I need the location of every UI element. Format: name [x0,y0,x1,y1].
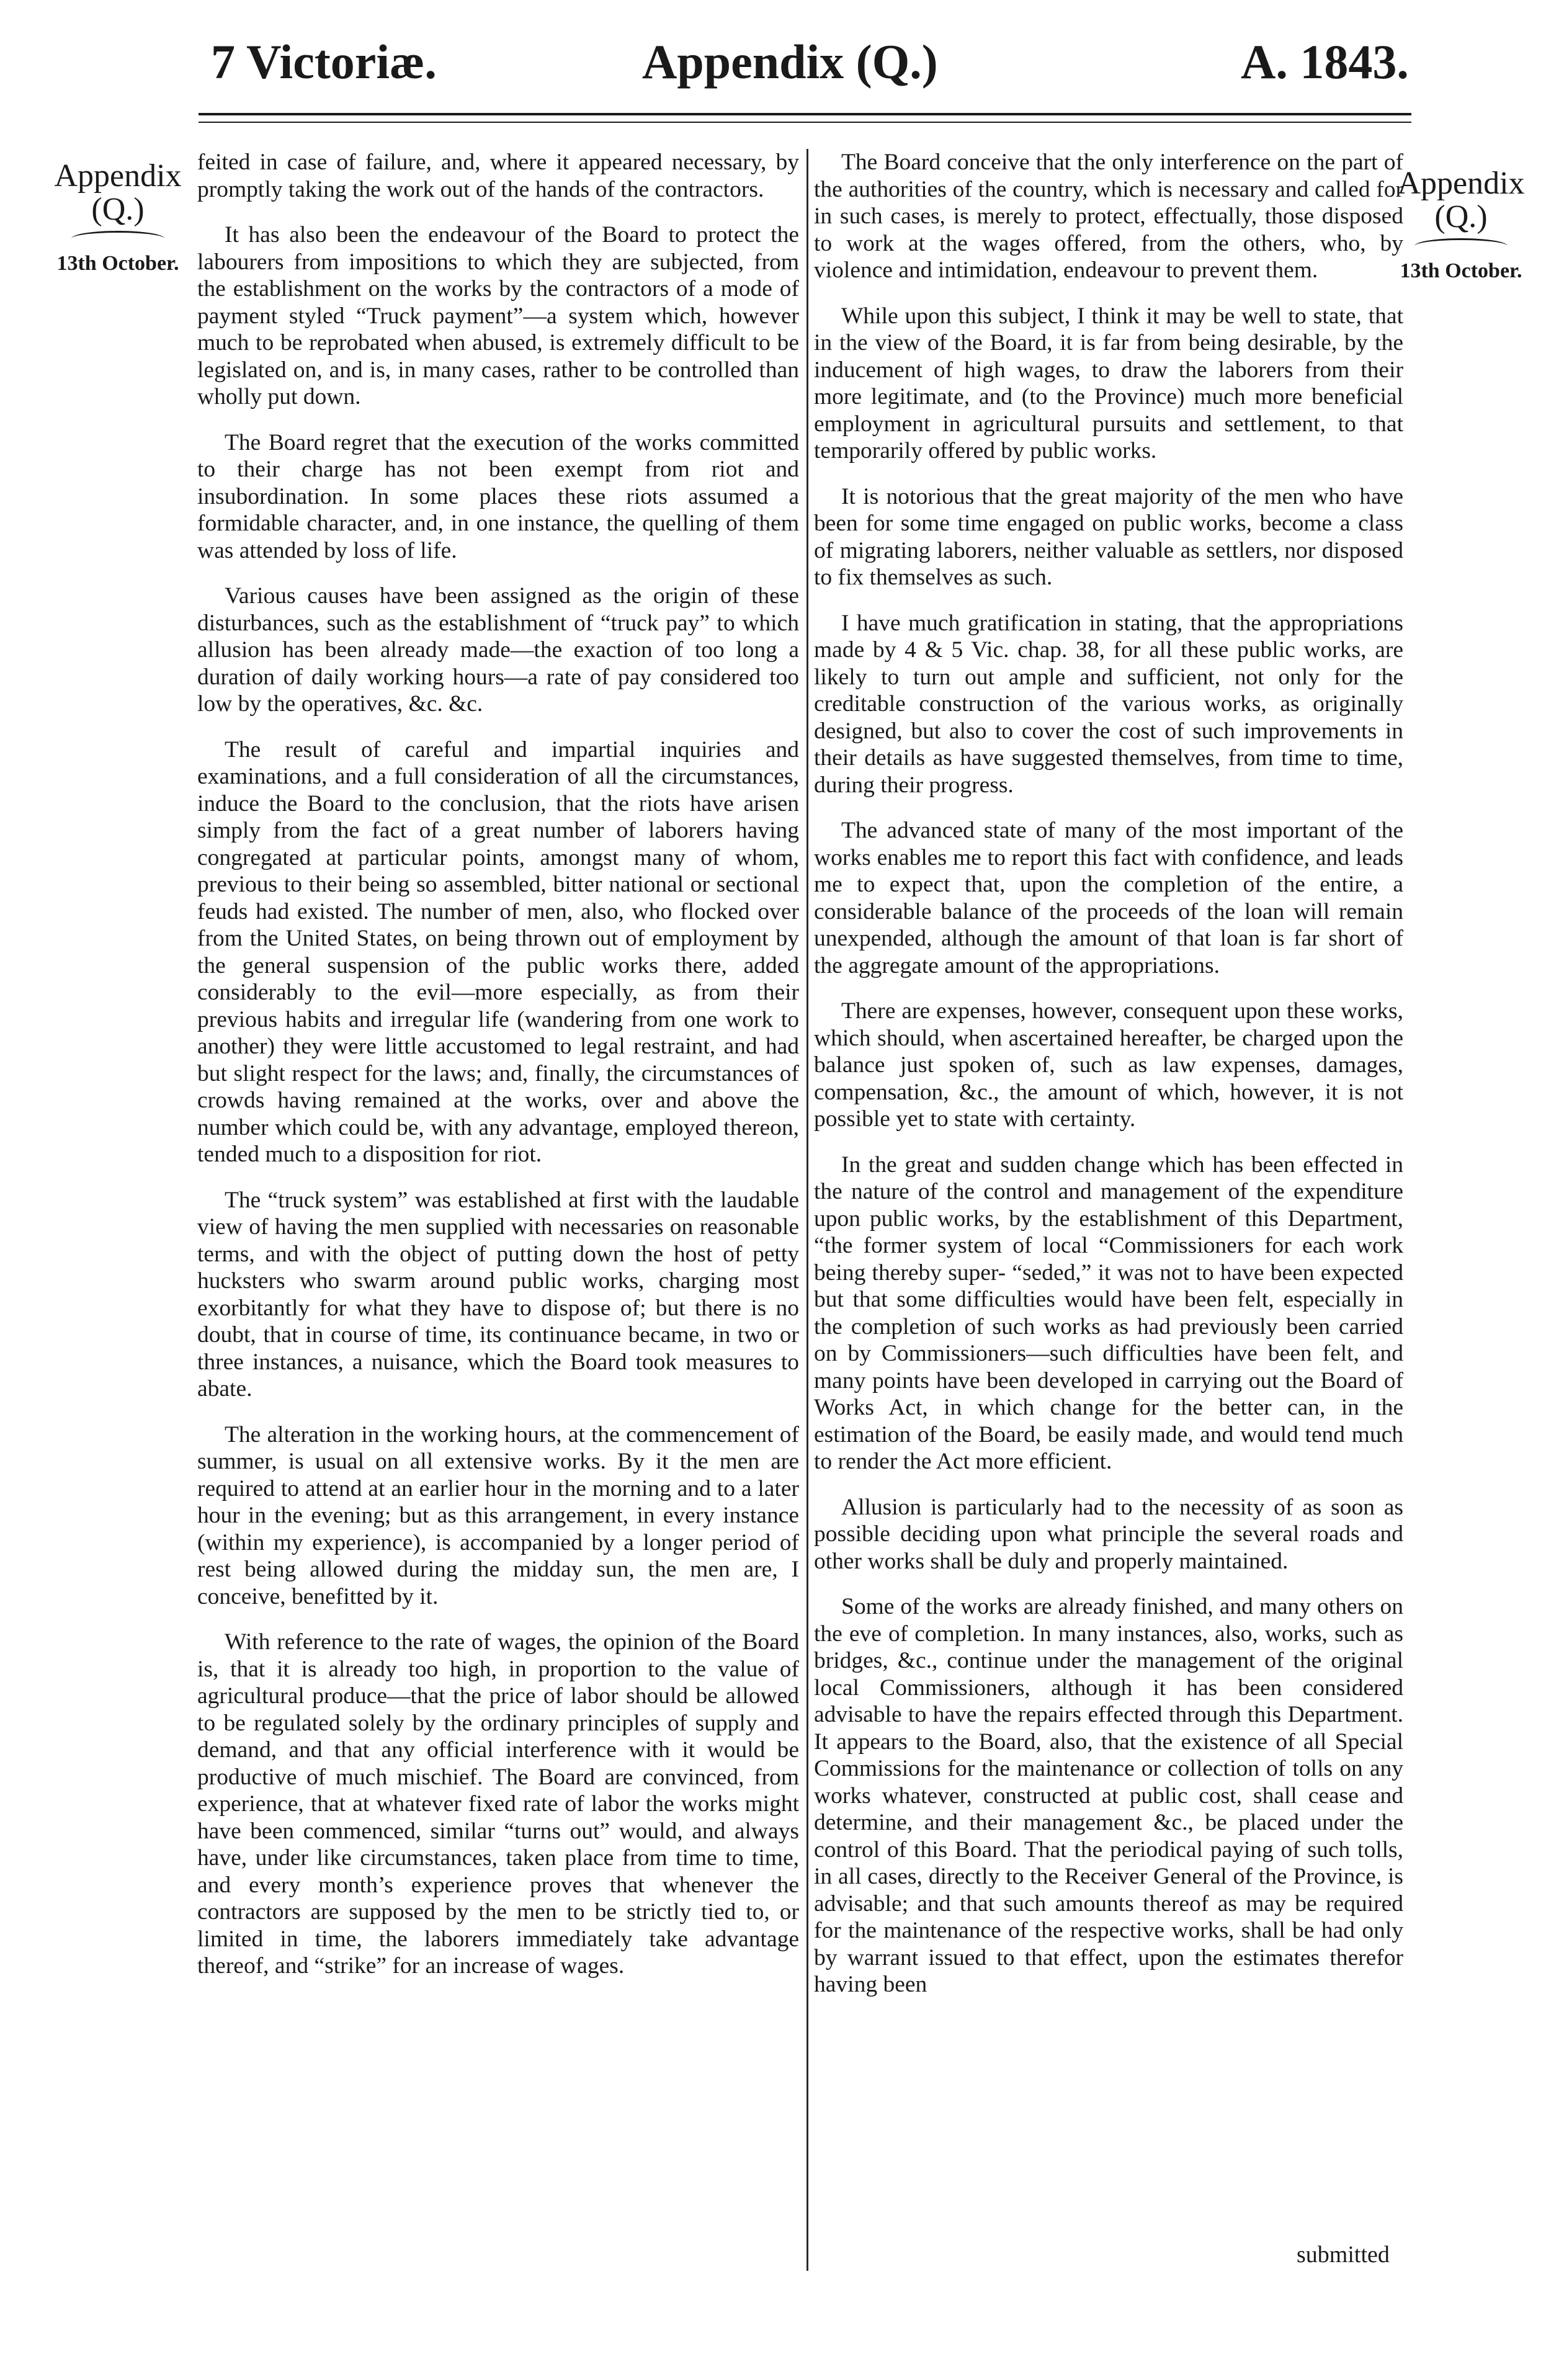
paragraph: It has also been the endeavour of the Board to protect the labourers from impositions to which they are subjected, from the establishment on the works by the contractors of a mode of payment styled “Truck payment”—a system which, however much to be reprobated when abused, is extremely difficult to be legislated on, and is, in many cases, rather to be controlled than wholly put down. [197,222,799,409]
paragraph: The result of careful and impartial inquiries and examinations, and a full consideration of all the circumstances, induce the Board to the conclusion, that the riots have arisen simply from the fact of a great number of laborers having congregated at particular points, amongst many of whom, previous to their being so assembled, bitter national or sectional feuds had existed. The number of men, also, who flocked over from the United States, on being thrown out of employment by the general suspension of the public works there, added considerably to the evil—more especially, as from their previous habits and irregular life (wandering from one work to another) they were little accustomed to legal restraint, and had but slight respect for the laws; and, finally, the circumstances of crowds having remained at the works, over and above the number which could be, with any advantage, employed thereon, tended much to a disposition for riot. [197,736,799,1167]
paragraph: There are expenses, however, consequent upon these works, which should, when ascertained hereafter, be charged upon the balance just spoken of, such as law expenses, damages, compensation, &c., the amount of which, however, it is not possible yet to state with certainty. [814,998,1403,1132]
paragraph: Some of the works are already finished, and many others on the eve of completion. In many instances, also, works, such as bridges, &c., continue under the management of the original local Commissioners, although it has been considered advisable to have the repairs effected through this Department. It appears to the Board, also, that the existence of all Special Commissions for the maintenance or collection of tolls on any works whatever, constructed at public cost, shall cease and determine, and their management &c., be placed under the control of this Board. That the periodical paying of such tolls, in all cases, directly to the Receiver General of the Province, is advisable; and that such amounts thereof as may be required for the maintenance of the respective works, shall be had only by warrant issued to that effect, upon the estimates therefor having been [814,1594,1403,1997]
header-rule-thin [199,122,1411,123]
header-regnal-year: 7 Victoriæ. [211,35,437,89]
catchword: submitted [1297,2242,1390,2268]
left-column [197,149,799,2271]
margin-appendix-letter: (Q.) [1434,199,1488,235]
margin-brace [71,231,164,246]
paragraph: It is notorious that the great majority of the men who have been for some time engaged on public works, become a class of migrating laborers, neither valuable as settlers, nor disposed to fix themselves as such. [814,483,1403,590]
right-column [814,149,1403,2271]
paragraph: The advanced state of many of the most important of the works enables me to report this fact with confidence, and leads me to expect that, upon the completion of the entire, a considerable balance of the proceeds of the loan will remain unexpended, although the amount of that loan is far short of the aggregate amount of the appropriations. [814,818,1403,978]
margin-appendix-label: Appendix [54,158,182,194]
paragraph: While upon this subject, I think it may be well to state, that in the view of the Board, it is far from being desirable, by the inducement of high wages, to draw the laborers from their more legitimate, and (to the Province) much more beneficial employment in agricultural pursuits and settlement, to that temporarily offered by public works. [814,303,1403,463]
margin-note-right [1387,168,1535,284]
header-appendix-title: Appendix (Q.) [642,35,938,89]
paragraph: I have much gratification in stating, that the appropriations made by 4 & 5 Vic. chap. 38, for all these public works, are likely to turn out ample and sufficient, not only for the creditable construction of the various works, as originally designed, but also to cover the cost of such improvements in their details as have suggested themselves, from time to time, during their progress. [814,610,1403,798]
page-header [0,34,1546,109]
paragraph: Allusion is particularly had to the necessity of as soon as possible deciding upon what principle the several roads and other works shall be duly and properly maintained. [814,1494,1403,1574]
margin-note-left [37,160,199,276]
paragraph: The “truck system” was established at first with the laudable view of having the men supplied with necessaries on reasonable terms, and with the object of putting down the host of petty hucksters who swarm around public works, charging most exorbitantly for what they have to dispose of; but there is no doubt, that in course of time, its continuance became, in two or three instances, a nuisance, which the Board took measures to abate. [197,1187,799,1402]
column-divider [807,149,808,2271]
paragraph: With reference to the rate of wages, the opinion of the Board is, that it is already too high, in proportion to the value of agricultural produce—that the price of labor should be allowed to be regulated solely by the ordinary principles of supply and demand, and that any official interference with it would be productive of much mischief. The Board are convinced, from experience, that at whatever fixed rate of labor the works might have been commenced, similar “turns out” would, and always have, under like circumstances, taken place from time to time, and every month’s experience proves that whenever the contractors are supposed by the men to be strictly tied to, or limited in time, the laborers immediately take advantage thereof, and “strike” for an increase of wages. [197,1629,799,1979]
margin-brace [1414,238,1508,254]
paragraph: feited in case of failure, and, where it appeared necessary, by promptly taking the work out of the hands of the contractors. [197,150,799,202]
paragraph: The alteration in the working hours, at the commencement of summer, is usual on all extensive works. By it the men are required to attend at an earlier hour in the morning and to a later hour in the evening; but as this arrangement, in every instance (within my experience), is accompanied by a longer period of rest being allowed during the midday sun, the men are, I conceive, benefitted by it. [197,1421,799,1609]
header-rule-thick [199,113,1411,115]
margin-appendix-label: Appendix [1397,166,1525,201]
paragraph: In the great and sudden change which has been effected in the nature of the control and management of the expenditure upon public works, by the establishment of this Department, “the former system of local “Commissioners for each work being thereby super- “seded,” it was not to have been expected but that some difficulties would have been felt, especially in the completion of such works as had previously been carried on by Commissioners—such difficulties have been felt, and many points have been developed in carrying out the Board of Works Act, in which change for the better can, in the estimation of the Board, be easily made, and would tend much to render the Act more efficient. [814,1152,1403,1474]
margin-date: 13th October. [1400,259,1522,282]
paragraph: The Board conceive that the only interference on the part of the authorities of the country, which is necessary and called for in such cases, is merely to protect, effectually, those disposed to work at the wages offered, from the others, who, by violence and intimidation, endeavour to prevent them. [814,150,1403,283]
paragraph: The Board regret that the execution of the works committed to their charge has not been exempt from riot and insubordination. In some places these riots assumed a formidable character, and, in one instance, the quelling of them was attended by loss of life. [197,429,799,563]
header-session-year: A. 1843. [1241,35,1409,89]
margin-appendix-letter: (Q.) [91,192,145,227]
paragraph: Various causes have been assigned as the origin of these disturbances, such as the establishment of “truck pay” to which allusion has been already made—the exaction of too long a duration of daily working hours—a rate of pay considered too low by the operatives, &c. &c. [197,583,799,717]
margin-date: 13th October. [56,252,179,275]
